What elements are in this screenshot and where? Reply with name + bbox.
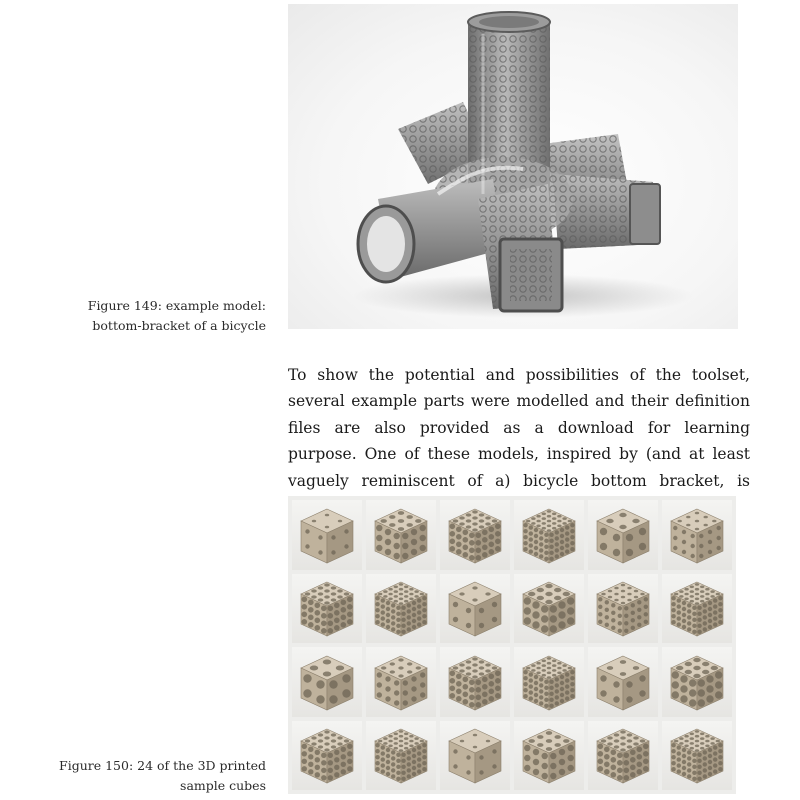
sample-cube bbox=[588, 574, 658, 644]
sample-cube bbox=[662, 647, 732, 717]
figure-149-caption-line-1: Figure 149: example model: bbox=[87, 298, 266, 313]
figure-150-caption-line-1: Figure 150: 24 of the 3D printed bbox=[59, 758, 266, 773]
sample-cube bbox=[588, 647, 658, 717]
sample-cube bbox=[662, 721, 732, 791]
sample-cube bbox=[366, 574, 436, 644]
sample-cube bbox=[588, 500, 658, 570]
sample-cube bbox=[514, 721, 584, 791]
sample-cube bbox=[514, 574, 584, 644]
figure-150-caption bbox=[16, 756, 266, 796]
body-paragraph: To show the potential and possibilities of the toolset, several example parts were modelled and their definition files are also provided as a download for learning purpose. One of these models, inspired by (and at least vaguely reminiscent of a) bicycle bottom bracket, is bbox=[288, 365, 750, 490]
sample-cube bbox=[292, 574, 362, 644]
sample-cube bbox=[440, 647, 510, 717]
figure-149-caption-line-2: bottom-bracket of a bicycle bbox=[92, 318, 266, 333]
sample-cube bbox=[292, 647, 362, 717]
sample-cube bbox=[514, 500, 584, 570]
sample-cube bbox=[588, 721, 658, 791]
sample-cube bbox=[366, 647, 436, 717]
sample-cube bbox=[292, 721, 362, 791]
sample-cube bbox=[440, 721, 510, 791]
figure-149-caption bbox=[16, 296, 266, 336]
sample-cube bbox=[662, 500, 732, 570]
sample-cube bbox=[366, 500, 436, 570]
figure-150-image bbox=[288, 496, 736, 794]
sample-cube bbox=[440, 574, 510, 644]
sample-cube bbox=[292, 500, 362, 570]
sample-cube bbox=[514, 647, 584, 717]
sample-cube bbox=[366, 721, 436, 791]
figure-149-image bbox=[288, 4, 738, 329]
sample-cube bbox=[662, 574, 732, 644]
figure-150-caption-line-2: sample cubes bbox=[180, 778, 266, 793]
sample-cube bbox=[440, 500, 510, 570]
